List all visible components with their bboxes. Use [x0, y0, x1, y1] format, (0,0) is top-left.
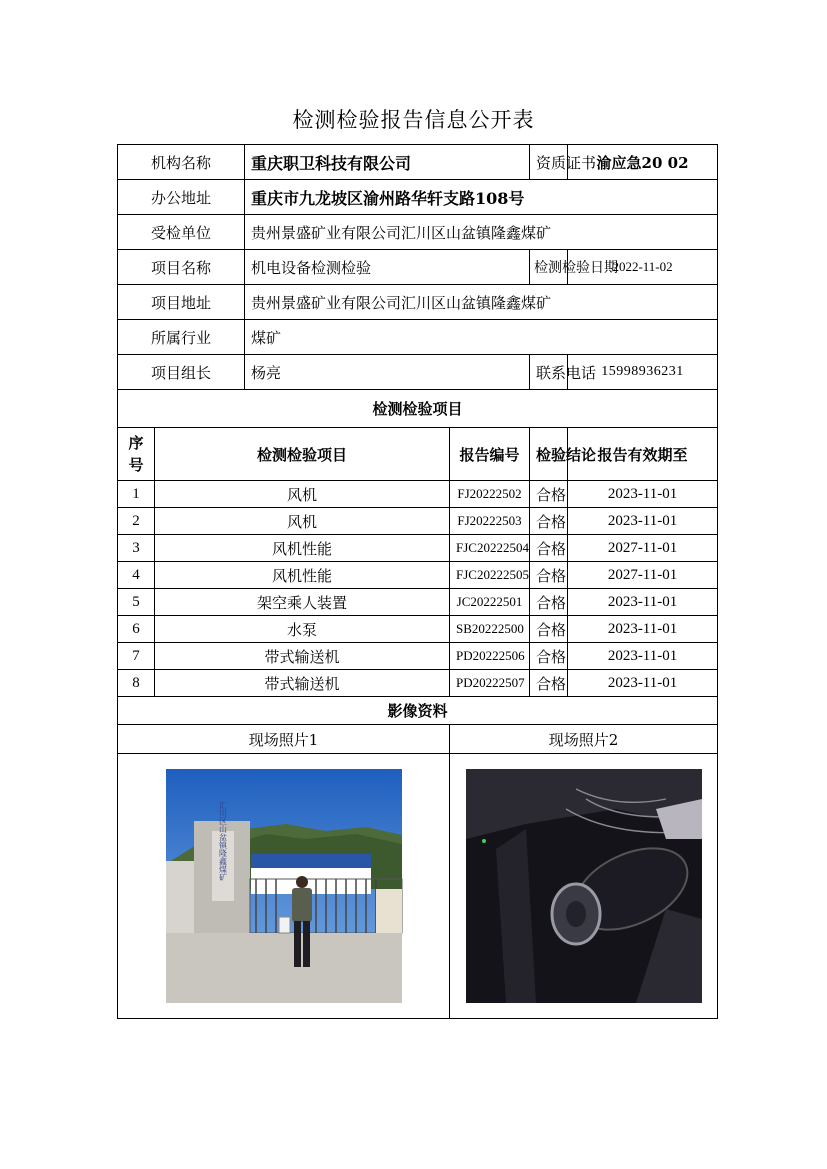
cert-value: 渝应急20 02 — [568, 145, 718, 180]
site-photo-1 — [166, 769, 402, 1003]
photo1-sign-text: 汇川区山盆镇隆鑫煤矿 — [218, 801, 227, 881]
table-row — [118, 670, 718, 697]
table-row — [118, 481, 718, 508]
table-row — [118, 589, 718, 616]
item-valid-until: 2023-11-01 — [568, 643, 718, 670]
row-project — [118, 250, 718, 285]
header-conclusion: 检验结论 — [530, 428, 568, 481]
item-no: 5 — [118, 589, 155, 616]
table-row — [118, 535, 718, 562]
table-row — [118, 616, 718, 643]
item-report-no: PD20222506 — [450, 643, 530, 670]
item-report-no: PD20222507 — [450, 670, 530, 697]
site-photo-2 — [466, 769, 702, 1003]
item-report-no: SB20222500 — [450, 616, 530, 643]
item-name: 风机性能 — [155, 535, 450, 562]
row-items-section — [118, 390, 718, 428]
header-no: 序 号 — [118, 428, 155, 481]
item-conclusion: 合格 — [530, 616, 568, 643]
item-report-no: FJ20222502 — [450, 481, 530, 508]
photo2-cell — [450, 754, 718, 1019]
header-report-no: 报告编号 — [450, 428, 530, 481]
project-label: 项目名称 — [118, 250, 245, 285]
row-site — [118, 285, 718, 320]
items-list — [118, 481, 718, 697]
items-header-row — [118, 428, 718, 481]
item-conclusion: 合格 — [530, 670, 568, 697]
item-conclusion: 合格 — [530, 508, 568, 535]
photo1-cell — [118, 754, 450, 1019]
cert-label: 资质证书 — [530, 145, 568, 180]
item-valid-until: 2027-11-01 — [568, 562, 718, 589]
item-report-no: JC20222501 — [450, 589, 530, 616]
item-conclusion: 合格 — [530, 481, 568, 508]
photos-row — [118, 754, 718, 1019]
address-label: 办公地址 — [118, 180, 245, 215]
project-value: 机电设备检测检验 — [245, 250, 530, 285]
client-label: 受检单位 — [118, 215, 245, 250]
item-no: 4 — [118, 562, 155, 589]
site-value: 贵州景盛矿业有限公司汇川区山盆镇隆鑫煤矿 — [245, 285, 718, 320]
photo1-label: 现场照片1 — [118, 725, 450, 754]
phone-label: 联系电话 — [530, 355, 568, 390]
leader-label: 项目组长 — [118, 355, 245, 390]
row-industry — [118, 320, 718, 355]
row-photos-section — [118, 697, 718, 725]
header-valid-until: 报告有效期至 — [568, 428, 718, 481]
item-name: 风机 — [155, 481, 450, 508]
address-value: 重庆市九龙坡区渝州路华轩支路108号 — [245, 180, 718, 215]
row-client — [118, 215, 718, 250]
item-report-no: FJC20222504 — [450, 535, 530, 562]
industry-label: 所属行业 — [118, 320, 245, 355]
row-leader — [118, 355, 718, 390]
photo2-label: 现场照片2 — [450, 725, 718, 754]
item-name: 带式输送机 — [155, 670, 450, 697]
page-title: 检测检验报告信息公开表 — [292, 108, 535, 132]
item-valid-until: 2023-11-01 — [568, 616, 718, 643]
report-table — [117, 144, 718, 1019]
item-conclusion: 合格 — [530, 535, 568, 562]
table-row — [118, 643, 718, 670]
header-item: 检测检验项目 — [155, 428, 450, 481]
item-no: 2 — [118, 508, 155, 535]
item-name: 水泵 — [155, 616, 450, 643]
org-label: 机构名称 — [118, 145, 245, 180]
item-conclusion: 合格 — [530, 589, 568, 616]
item-conclusion: 合格 — [530, 562, 568, 589]
item-name: 风机 — [155, 508, 450, 535]
item-name: 架空乘人装置 — [155, 589, 450, 616]
item-no: 6 — [118, 616, 155, 643]
site-label: 项目地址 — [118, 285, 245, 320]
photos-section-title: 影像资料 — [118, 697, 718, 725]
item-valid-until: 2023-11-01 — [568, 589, 718, 616]
client-value: 贵州景盛矿业有限公司汇川区山盆镇隆鑫煤矿 — [245, 215, 718, 250]
item-no: 3 — [118, 535, 155, 562]
leader-value: 杨亮 — [245, 355, 530, 390]
phone-value: 15998936231 — [568, 355, 718, 390]
item-conclusion: 合格 — [530, 643, 568, 670]
item-report-no: FJC20222505 — [450, 562, 530, 589]
photo-labels-row — [118, 725, 718, 754]
date-label: 检测检验日期 — [530, 250, 568, 285]
table-row — [118, 562, 718, 589]
org-value: 重庆职卫科技有限公司 — [245, 145, 530, 180]
item-no: 7 — [118, 643, 155, 670]
table-row — [118, 508, 718, 535]
date-value: 2022-11-02 — [568, 250, 718, 285]
item-valid-until: 2027-11-01 — [568, 535, 718, 562]
items-section-title: 检测检验项目 — [118, 390, 718, 428]
item-no: 1 — [118, 481, 155, 508]
row-address — [118, 180, 718, 215]
item-valid-until: 2023-11-01 — [568, 508, 718, 535]
item-name: 风机性能 — [155, 562, 450, 589]
item-no: 8 — [118, 670, 155, 697]
item-valid-until: 2023-11-01 — [568, 670, 718, 697]
item-valid-until: 2023-11-01 — [568, 481, 718, 508]
item-name: 带式输送机 — [155, 643, 450, 670]
industry-value: 煤矿 — [245, 320, 718, 355]
row-org — [118, 145, 718, 180]
item-report-no: FJ20222503 — [450, 508, 530, 535]
